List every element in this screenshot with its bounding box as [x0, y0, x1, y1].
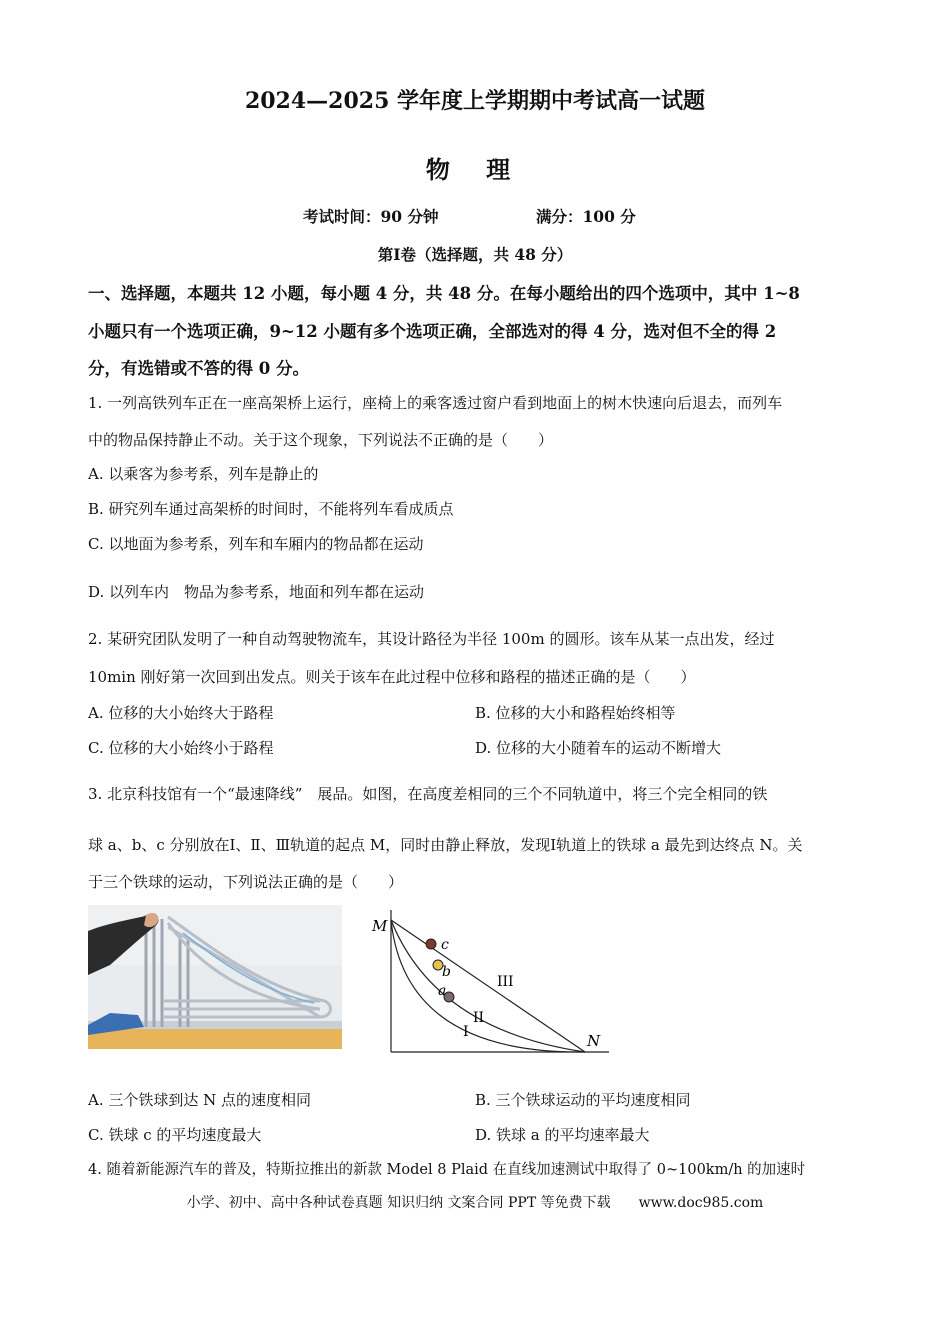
q3-option-b: B. 三个铁球运动的平均速度相同	[475, 1091, 691, 1109]
label-b: b	[442, 964, 451, 980]
section-instructions-line1: 一、选择题，本题共 12 小题，每小题 4 分，共 48 分。在每小题给出的四个选项中，其中 1~8	[88, 284, 800, 303]
q1-option-b: B. 研究列车通过高架桥的时间时，不能将列车看成质点	[88, 500, 454, 518]
q3-option-c: C. 铁球 c 的平均速度最大	[88, 1126, 262, 1144]
exam-time: 考试时间：90 分钟	[303, 207, 439, 226]
label-N: N	[587, 1032, 601, 1050]
section-instructions-line3: 分，有选错或不答的得 0 分。	[88, 359, 309, 378]
q1-stem-line1: 1. 一列高铁列车正在一座高架桥上运行，座椅上的乘客透过窗户看到地面上的树木快速向后退去，而列车	[88, 394, 783, 412]
label-I: I	[463, 1024, 469, 1040]
q3-stem-line1: 3. 北京科技馆有一个“最速降线” 展品。如图，在高度差相同的三个不同轨道中，将三个完全相同的铁	[88, 785, 768, 803]
q1-option-d: D. 以列车内 物品为参考系，地面和列车都在运动	[88, 583, 425, 601]
page-footer: 小学、初中、高中各种试卷真题 知识归纳 文案合同 PPT 等免费下载 www.doc985.com	[186, 1195, 764, 1211]
track-III	[391, 920, 585, 1052]
q3-stem-line2: 球 a、b、c 分别放在Ⅰ、Ⅱ、Ⅲ轨道的起点 M，同时由静止释放，发现Ⅰ轨道上的铁球 a 最先到达终点 N。关	[88, 836, 803, 854]
q2-option-d: D. 位移的大小随着车的运动不断增大	[475, 739, 722, 757]
section-instructions-line2: 小题只有一个选项正确，9~12 小题有多个选项正确，全部选对的得 4 分，选对但不全的得 2	[88, 322, 777, 341]
exhibit-photo	[88, 905, 342, 1049]
label-III: III	[497, 974, 514, 990]
q2-stem-line1: 2. 某研究团队发明了一种自动驾驶物流车，其设计路径为半径 100m 的圆形。该车从某一点出发，经过	[88, 630, 775, 648]
label-a: a	[438, 983, 447, 999]
part-title: 第Ⅰ卷（选择题，共 48 分）	[377, 245, 573, 264]
q2-stem-line2: 10min 刚好第一次回到出发点。则关于该车在此过程中位移和路程的描述正确的是（ ）	[88, 668, 696, 686]
label-M: M	[372, 917, 388, 935]
ball-c	[426, 939, 436, 949]
exam-title: 2024—2025 学年度上学期期中考试高一试题	[244, 88, 706, 114]
q1-option-c: C. 以地面为参考系，列车和车厢内的物品都在运动	[88, 535, 424, 553]
q1-option-a: A. 以乘客为参考系，列车是静止的	[88, 465, 319, 483]
q3-stem-line3: 于三个铁球的运动，下列说法正确的是（ ）	[88, 873, 404, 891]
tracks-diagram	[365, 906, 615, 1056]
q2-option-b: B. 位移的大小和路程始终相等	[475, 704, 676, 722]
q2-option-a: A. 位移的大小始终大于路程	[88, 704, 274, 722]
q4-stem-line1: 4. 随着新能源汽车的普及，特斯拉推出的新款 Model 8 Plaid 在直线加速测试中取得了 0~100km/h 的加速时	[88, 1162, 806, 1178]
q2-option-c: C. 位移的大小始终小于路程	[88, 739, 274, 757]
full-score: 满分：100 分	[536, 207, 636, 226]
q3-option-d: D. 铁球 a 的平均速率最大	[475, 1126, 650, 1144]
q1-stem-line2: 中的物品保持静止不动。关于这个现象，下列说法不正确的是（ ）	[88, 431, 554, 449]
subject-title: 物 理	[425, 155, 525, 184]
q3-option-a: A. 三个铁球到达 N 点的速度相同	[88, 1091, 312, 1109]
label-c: c	[441, 937, 449, 953]
label-II: II	[473, 1010, 485, 1026]
